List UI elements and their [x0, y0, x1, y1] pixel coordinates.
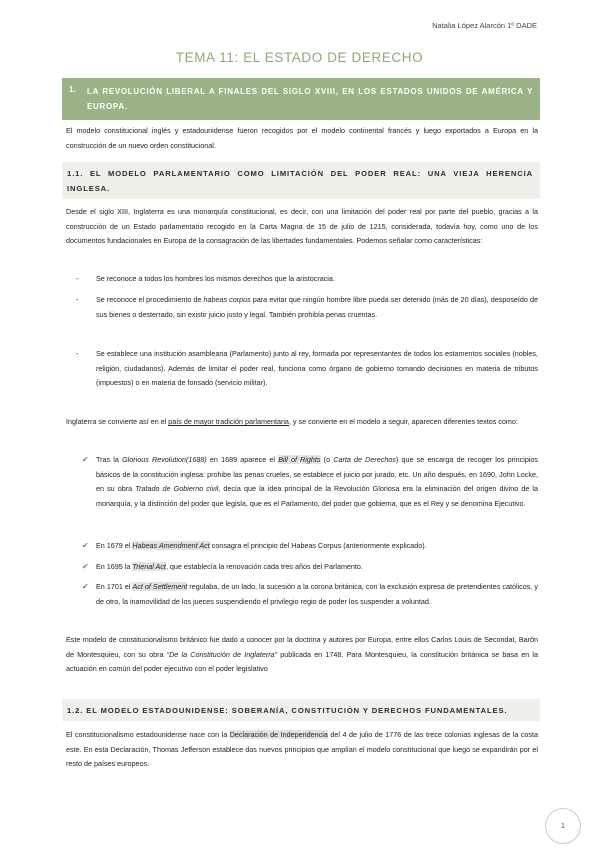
paragraph: Inglaterra se convierte así en el país de mayor tradición parlamentaria, y se convierte en el modelo a seguir, aparecen diferentes textos como: [66, 417, 518, 426]
highlighted-term: Bill of Rights [278, 455, 321, 464]
paragraph: El constitucionalismo estadounidense nace con la Declaración de Independencia del 4 de julio de 1776 de las trece colonias inglesas de la costa este. En esta Declaración, Thomas Jefferson establece dos nuevos principios que amplían el modelo constitucional que luego se expandirán por el resto de países europeos. [66, 730, 539, 769]
section-1-heading [62, 78, 540, 120]
section-1-1-heading [62, 162, 540, 199]
check-bullet-icon: ✔ [82, 582, 89, 591]
list-item: Se reconoce el procedimiento de habeas corpus para evitar que ningún hombre libre pueda ser detenido (más de 20 días), desposeído de sus bienes o desterrado, sin existir juicio justo y legal. También prohibía penas cruentas. [96, 295, 538, 319]
dash-bullet-marker: - [76, 274, 79, 283]
section-1-2-heading [62, 699, 540, 721]
list-item: En 1695 la Trienal Act, que establecía la renovación cada tres años del Parlamento. [96, 562, 363, 571]
section-heading-text: LA REVOLUCIÓN LIBERAL A FINALES DEL SIGLO XVIII, EN LOS ESTADOS UNIDOS DE AMÉRICA Y EUROPA. [87, 87, 533, 111]
section-1-intro: El modelo constitucional inglés y estadounidense fueron recogidos por el modelo continental francés y luego exportados a Europa en la construcción de un nuevo orden constitucional. [66, 126, 538, 150]
list-item: Tras la Glorious Revolution(1688) en 1689 aparece el Bill of Rights (o Carta de Derechos) que se encarga de recoger los principios básicos de la constitución inglesa: prohibe las penas crueles, se establece el juicio por jurado, etc. Un año después, en 1690, John Locke, en su obra Tratado de Gobierno civil, decía que la idea principal de la Revolución Gloriosa era la eliminación del origen divino de la monarquía, y la distinción del poder que legisla, que es el Parlamento, del poder que gobierna, que es el Rey y se denomina Ejecutivo. [96, 455, 539, 508]
emphasis: habeas corpus [203, 295, 251, 304]
list-item: En 1701 el Act of Settlement regulaba, de un lado, la sucesión a la corona británica, con la exclusión expresa de pretendientes católicos, y de otro, la inamovilidad de los jueces suspendiendo el privilegio regio de poder los suspender a voluntad. [96, 582, 538, 606]
underlined-text: país de mayor tradición parlamentaria [168, 417, 289, 426]
section-number: 1. [69, 85, 76, 94]
subsection-heading-text: 1.1. EL MODELO PARLAMENTARIO COMO LIMITACIÓN DEL PODER REAL: UNA VIEJA HERENCIA INGLESA. [67, 169, 533, 193]
page-title: TEMA 11: EL ESTADO DE DERECHO [175, 50, 424, 65]
paragraph: Desde el siglo XIII, Inglaterra es una monarquía constitucional, es decir, con una limitación del poder real por parte del pueblo, gracias a la construcción de un Estado parlamentario recogido en la Carta Magna de 15 de julio de 1215, considerada, todavía hoy, como uno de los documentos fundacionales en Europa de la consagración de las libertades fundamentales. Podemos señalar como características: [66, 207, 538, 246]
list-item: En 1679 el Habeas Amendment Act consagra el principio del Habeas Corpus (anteriormente explicado). [96, 541, 427, 550]
paragraph: Este modelo de constitucionalismo británico fue dado a conocer por la doctrina y autores por Europa, entre ellos Carlos Louis de Secondat, Barón de Montesquieu, con su obra “De la Constitución de Inglaterra” publicada en 1748. Para Montesquieu, la constitución británica se basa en la actuación en común del poder ejecutivo con el poder legislativo [66, 635, 538, 674]
highlighted-term: Act of Settlement [132, 582, 188, 591]
check-bullet-icon: ✔ [82, 455, 89, 464]
list-item: Se reconoce a todos los hombres los mismos derechos que la aristocracia. [96, 274, 335, 283]
list-item: Se establece una institución asamblearia (Parlamento) junto al rey, formada por representantes de todos los estamentos sociales (nobles, religión, ciudadanos). Además de limitar el poder real, funciona como órgano de gobierno tomando decisiones en materia de tributos (impuestos) o en materia de fonsado (servicio militar). [96, 349, 538, 388]
highlighted-term: Habeas Amendment Act [132, 541, 210, 550]
subsection-heading-text: 1.2. EL MODELO ESTADOUNIDENSE: SOBERANÍA, CONSTITUCIÓN Y DERECHOS FUNDAMENTALES. [67, 706, 508, 715]
highlighted-term: Trienal Act [132, 562, 166, 571]
author-name: Natalia López Alarcón 1º DADE [432, 21, 537, 30]
page-number: 1 [545, 808, 581, 844]
highlighted-term: Declaración de Independencia [229, 730, 328, 739]
check-bullet-icon: ✔ [82, 562, 89, 571]
dash-bullet-marker: - [76, 349, 79, 358]
check-bullet-icon: ✔ [82, 541, 89, 550]
dash-bullet-marker: - [76, 295, 79, 304]
